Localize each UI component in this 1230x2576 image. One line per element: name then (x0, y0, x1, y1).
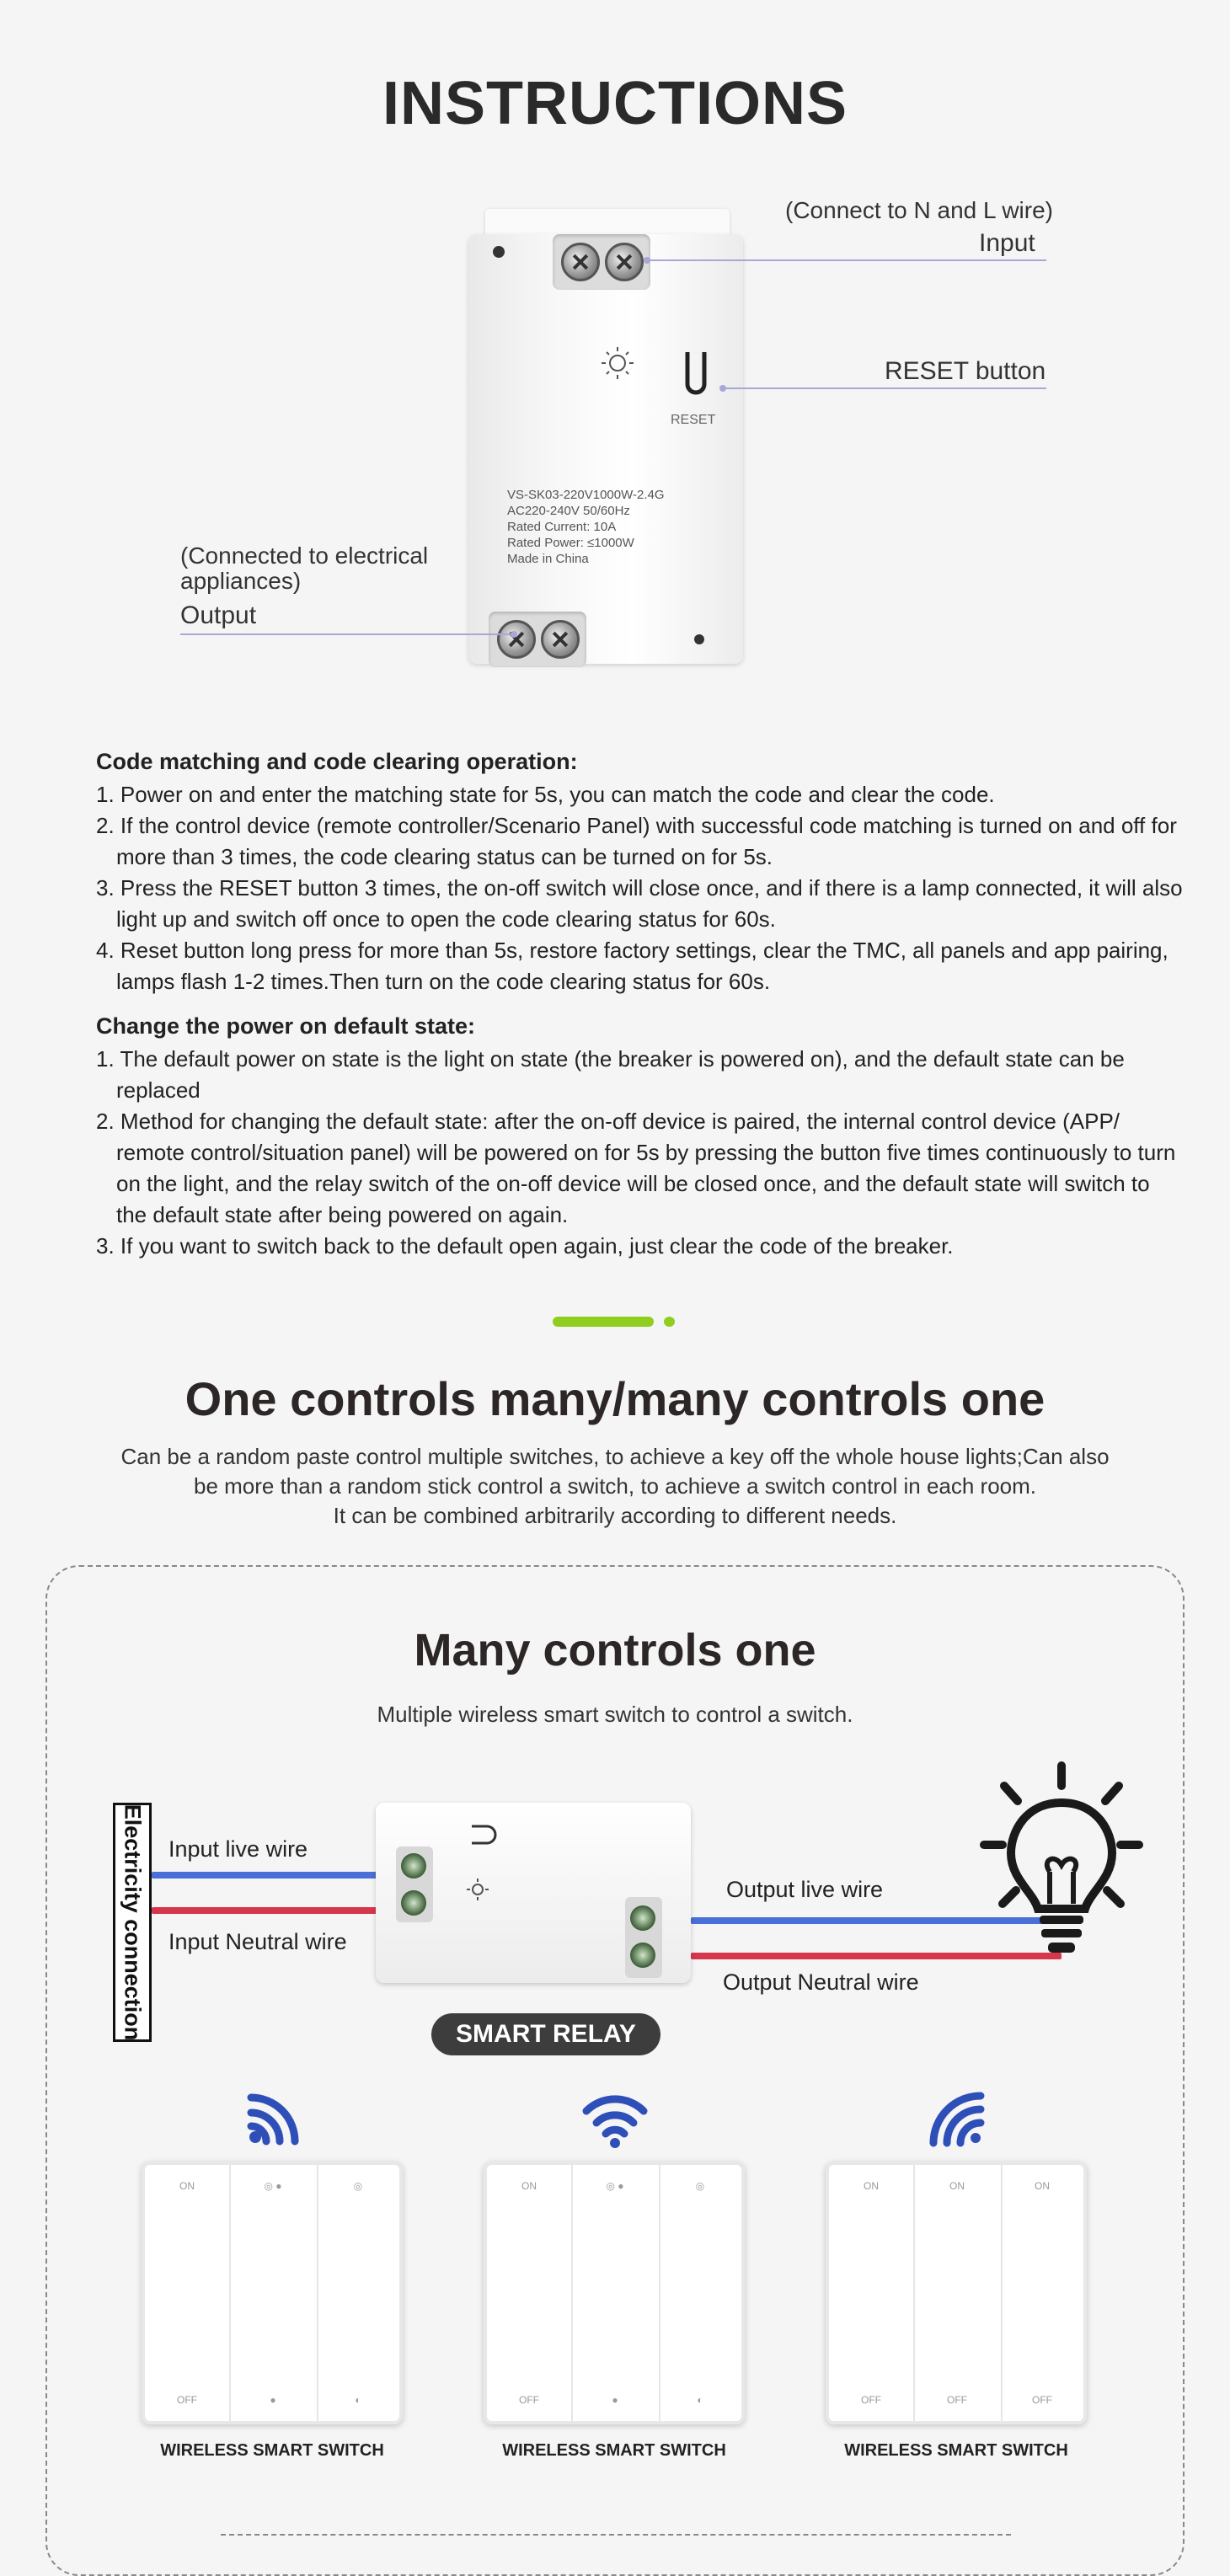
controls-title: One controls many/many controls one (184, 1372, 1046, 1425)
input-screw-1 (561, 243, 600, 281)
device-body (468, 234, 743, 664)
code-step: 3. Press the RESET button 3 times, the on-off switch will close once, and if there is a lamp connected, it will also light up and switch off once to open the code clearing status for 60s. (96, 875, 1183, 932)
input-callout-dot (644, 257, 650, 264)
smart-relay-label: SMART RELAY (431, 2013, 660, 2055)
code-section-heading: Code matching and code clearing operation: (96, 749, 578, 774)
output-neutral-label: Output Neutral wire (723, 1969, 919, 1995)
reset-callout-line (723, 387, 1046, 389)
code-step: 1. Power on and enter the matching state for 5s, you can match the code and clear the code. (96, 782, 995, 807)
code-step: 2. If the control device (remote controller/Scenario Panel) with successful code matching is turned on and off for more than 3 times, the code clearing status can be turned on for 5s. (96, 813, 1177, 869)
input-note: (Connect to N and L wire) (785, 197, 1053, 223)
bottom-divider (221, 2534, 1011, 2536)
switch-caption-3: WIRELESS SMART SWITCH (844, 2441, 1068, 2460)
output-callout-dot (511, 631, 517, 638)
pairing-indicator-icon (598, 344, 637, 382)
divider-bar (553, 1317, 654, 1327)
reset-label: RESET (671, 413, 716, 427)
rss-signal-icon (239, 2086, 307, 2153)
relay-device-image (468, 209, 743, 689)
wireless-switch-panel-2: ON OFF ◎ ● ● ◎ ◐ (484, 2162, 745, 2424)
switch-caption-2: WIRELESS SMART SWITCH (502, 2441, 726, 2460)
code-step: 4. Reset button long press for more than 5s, restore factory settings, clear the TMC, all panels and app pairing, lamps flash 1-2 times.Then turn on the code clearing status for 60s. (96, 938, 1168, 994)
electricity-connection-box: Electricity connection (113, 1803, 152, 2042)
output-note-line1: (Connected to electrical (180, 542, 429, 569)
input-screw-2 (605, 243, 644, 281)
relay-reset-icon (468, 1820, 502, 1850)
input-live-wire (152, 1872, 379, 1879)
output-callout-line (180, 633, 514, 635)
relay-indicator-icon (465, 1877, 490, 1902)
input-live-label: Input live wire (168, 1836, 308, 1862)
divider-dot (664, 1317, 675, 1327)
corner-signal-icon (923, 2086, 991, 2153)
many-controls-one-title: Many controls one (414, 1625, 816, 1675)
input-neutral-wire (152, 1907, 379, 1914)
output-screw-1 (497, 620, 536, 659)
light-bulb-icon (977, 1761, 1146, 1963)
wireless-switch-panel-1: ON OFF ◎ ● ● ◎ ◐ (142, 2162, 403, 2424)
device-spec-label: VS-SK03-220V1000W-2.4G AC220-240V 50/60Hz Rated Current: 10A Rated Power: ≤1000W Made in China (507, 488, 665, 566)
mount-hole-2 (694, 634, 704, 644)
reset-button-icon[interactable] (677, 349, 714, 408)
wireless-switch-panel-3: ON OFF ON OFF ON OFF (826, 2162, 1087, 2424)
many-controls-one-subtitle: Multiple wireless smart switch to control a switch. (377, 1702, 853, 1727)
output-callout: Output (180, 601, 257, 629)
output-screw-2 (541, 620, 580, 659)
smart-relay-image (376, 1803, 691, 1983)
input-callout-line (647, 259, 1046, 261)
input-neutral-label: Input Neutral wire (168, 1929, 347, 1954)
switch-caption-1: WIRELESS SMART SWITCH (160, 2441, 384, 2460)
power-step: 3. If you want to switch back to the default open again, just clear the code of the breaker. (96, 1233, 954, 1259)
power-step: 1. The default power on state is the light on state (the breaker is powered on), and the default state can be replaced (96, 1046, 1125, 1103)
power-step: 2. Method for changing the default state: after the on-off device is paired, the internal control device (APP/ remote control/situation panel) will be powered on for 5s by pressing the button five times continuously to turn on the light, and the relay switch of the on-off device will be closed once, and the default state will switch to the default state after being powered on again. (96, 1109, 1176, 1227)
page-title: INSTRUCTIONS (382, 70, 848, 137)
power-section-heading: Change the power on default state: (96, 1013, 476, 1039)
wifi-signal-icon (581, 2086, 649, 2153)
input-callout: Input (979, 229, 1035, 257)
output-live-label: Output live wire (726, 1877, 884, 1902)
code-matching-section (96, 746, 1183, 997)
output-note-line2: appliances) (180, 568, 302, 594)
reset-callout-dot (719, 385, 726, 392)
power-default-section (96, 1011, 1183, 1262)
reset-callout: RESET button (885, 357, 1046, 385)
mount-hole (493, 246, 505, 258)
controls-description: Can be a random paste control multiple switches, to achieve a key off the whole house lights;Can also be more than a random stick control a switch, to achieve a switch control in each room. It can be combined arbitrarily according to different needs. (120, 1444, 1110, 1528)
